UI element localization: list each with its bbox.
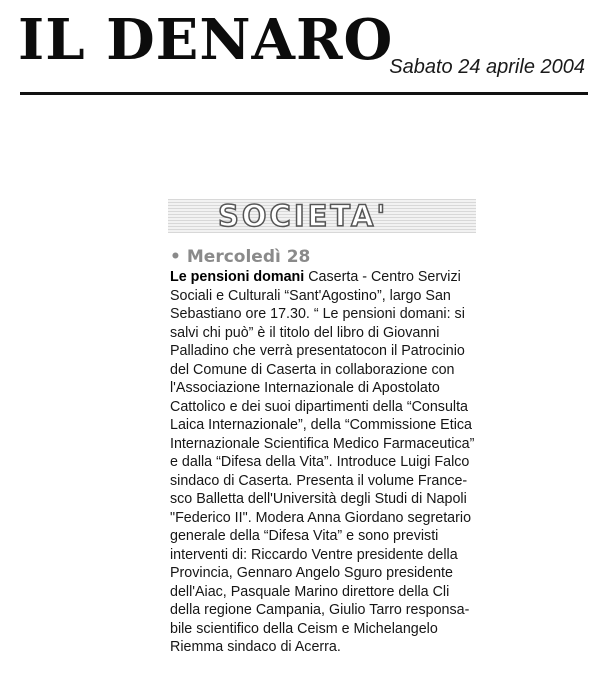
article-line: interventi di: Riccardo Ventre presidente della — [170, 546, 458, 563]
article-line: Cattolico e dei suoi dipartimenti della “Consulta — [170, 398, 469, 415]
article-line: del Comune di Caserta in collaborazione con — [170, 361, 455, 378]
bullet-icon: • — [170, 247, 181, 267]
article-line: Palladino che verrà presentatocon il Patrocinio — [170, 343, 465, 359]
article-line: sindaco di Caserta. Presenta il volume France- — [170, 472, 468, 489]
article-line: generale della “Difesa Vita” e sono previsti — [170, 528, 439, 544]
article-line — [170, 268, 590, 287]
header-rule — [20, 92, 588, 95]
article-line: l'Associazione Internazionale di Apostolato — [170, 380, 440, 396]
article-line: Sociali e Culturali “Sant'Agostino”, largo San — [170, 287, 451, 304]
article-line: dell'Aiac, Pasquale Marino direttore della Cli — [170, 583, 450, 600]
event-day-heading — [170, 247, 310, 267]
article-line: Riemma sindaco di Acerra. — [170, 639, 341, 655]
newspaper-masthead: IL DENARO — [18, 7, 394, 73]
article-body — [170, 268, 590, 657]
article-line: della regione Campania, Giulio Tarro responsa- — [170, 602, 470, 618]
article-line: salvi chi può” è il titolo del libro di Giovanni — [170, 324, 440, 341]
article-line: bile scientifico della Ceism e Michelangelo — [170, 620, 438, 637]
article-line: Provincia, Gennaro Angelo Sguro presidente — [170, 565, 453, 581]
section-title: SOCIETA' — [218, 199, 389, 233]
article-line: sco Balletta dell'Università degli Studi di Napoli — [170, 491, 467, 507]
publication-date: Sabato 24 aprile 2004 — [389, 56, 585, 78]
event-day: Mercoledì 28 — [186, 247, 311, 267]
article-line: e dalla “Difesa della Vita”. Introduce Luigi Falco — [170, 454, 470, 470]
article-line: Sebastiano ore 17.30. “ Le pensioni domani: si — [170, 306, 465, 322]
section-banner — [168, 199, 476, 233]
article-line: "Federico II". Modera Anna Giordano segretario — [170, 509, 472, 526]
article-line: Laica Internazionale”, della “Commissione Etica — [170, 417, 472, 433]
article-lead: Le pensioni domani — [170, 269, 305, 285]
article-line: Internazionale Scientifica Medico Farmaceutica” — [170, 435, 475, 452]
article-line-text: Caserta - Centro Servizi — [304, 269, 461, 285]
